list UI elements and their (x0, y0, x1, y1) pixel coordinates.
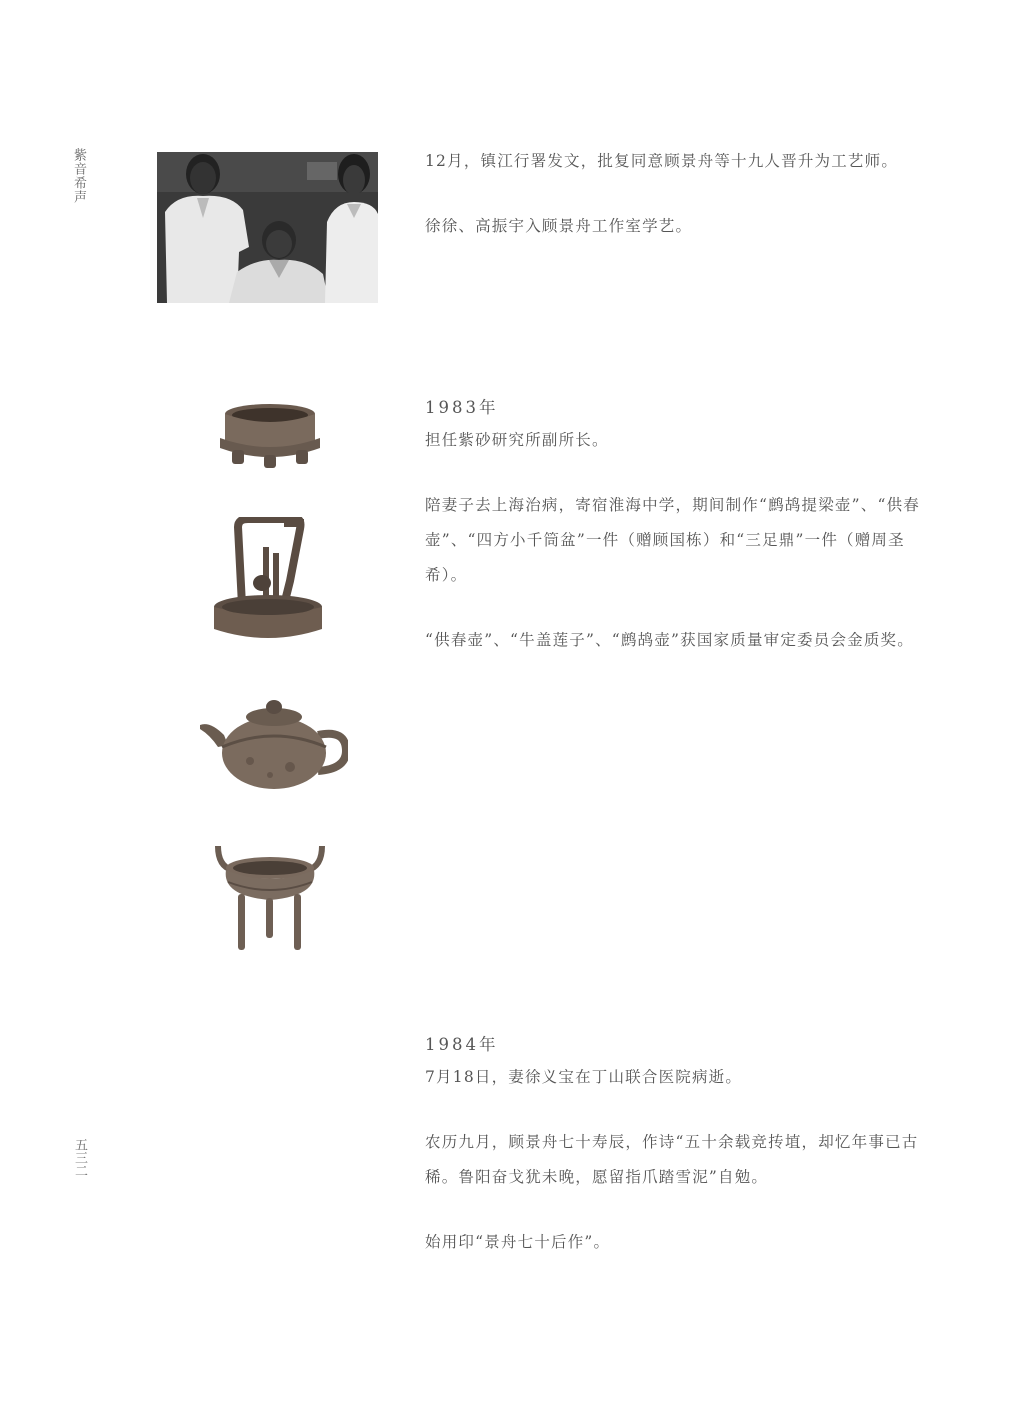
december-paragraph-1: 12月，镇江行署发文，批复同意顾景舟等十九人晋升为工艺师。 (425, 152, 899, 170)
entry-1983-1: 担任紫砂研究所副所长。 (425, 431, 609, 449)
entry-1984-3: 始用印“景舟七十后作”。 (425, 1233, 611, 1251)
entry-1983-2: 陪妻子去上海治病，寄宿淮海中学，期间制作“鹧鸪提梁壶”、“供春壶”、“四方小千筒盆”一件（赠顾国栋）和“三足鼎”一件（赠周圣希）。 (425, 496, 920, 584)
year-heading-1984: 1984年 (425, 1035, 499, 1054)
group-portrait-photo (157, 152, 378, 303)
tripod-censer-icon (214, 840, 326, 952)
footed-basin-icon (214, 400, 326, 470)
section-december (425, 144, 945, 244)
year-heading-1983: 1983年 (425, 398, 499, 417)
entry-1984-2: 农历九月，顾景舟七十寿辰，作诗“五十余载竞抟埴，却忆年事已古稀。鲁阳奋戈犹未晚，愿留指爪踏雪泥”自勉。 (425, 1133, 919, 1186)
side-handle-teapot-icon (200, 695, 348, 791)
december-paragraph-2: 徐徐、高振宇入顾景舟工作室学艺。 (425, 217, 693, 235)
entry-1984-1: 7月18日，妻徐义宝在丁山联合医院病逝。 (425, 1068, 743, 1086)
loop-handle-teapot-icon (210, 517, 325, 643)
entry-1983-3: “供春壶”、“牛盖莲子”、“鹧鸪壶”获国家质量审定委员会金质奖。 (425, 631, 914, 649)
page-number: 五三二 (72, 1138, 87, 1177)
section-1984 (425, 1030, 945, 1260)
section-1983 (425, 393, 945, 658)
side-title: 紫音希声 (71, 148, 86, 204)
